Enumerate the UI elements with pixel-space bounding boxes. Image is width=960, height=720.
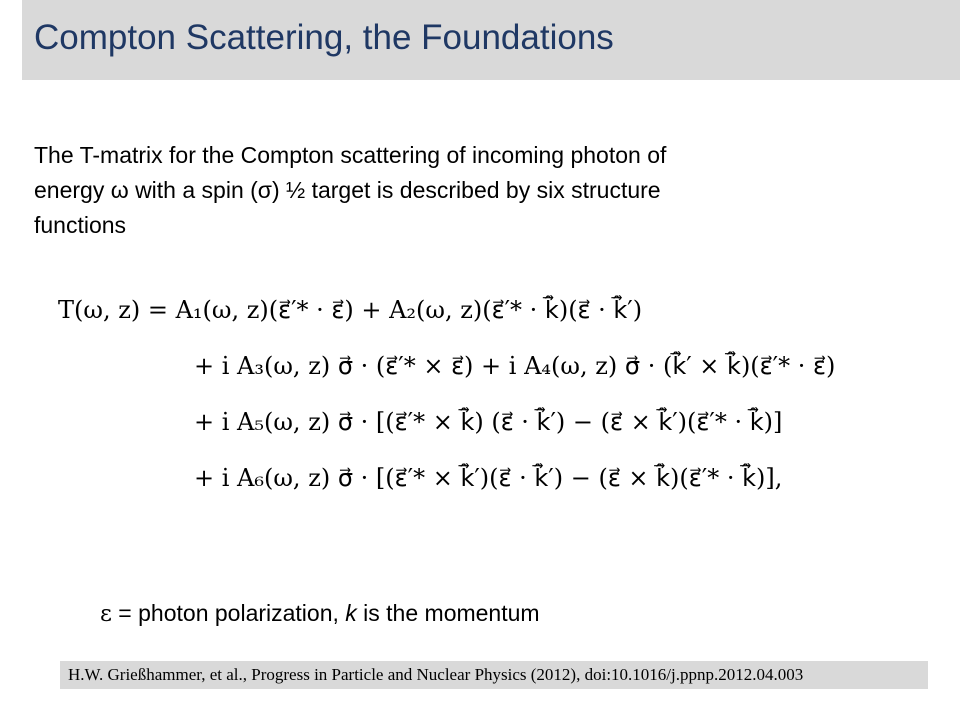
title-accent (0, 0, 22, 80)
caption-end-text: is the momentum (356, 600, 540, 626)
k-symbol: k (345, 600, 357, 626)
intro-line-3: functions (34, 212, 127, 238)
t-matrix-equation (58, 290, 888, 510)
reference-bar (60, 661, 928, 689)
reference-citation: H.W. Grießhammer, et al., Progress in Particle and Nuclear Physics (2012), doi:10.1016/j.ppnp.2012.04.003 (68, 665, 804, 684)
epsilon-symbol: ε (100, 601, 112, 627)
equation-line-4: + i A₆(ω, z) σ⃗ · [(ε⃗′* × k̂⃗′)(ε⃗ · k̂⃗′) − (ε⃗ × k̂⃗)(ε⃗′* · k̂⃗)], (194, 464, 783, 492)
caption-mid-text: = photon polarization, (111, 600, 346, 626)
intro-line-1: The T-matrix for the Compton scattering of incoming photon of (34, 142, 667, 168)
intro-paragraph (34, 138, 914, 243)
equation-line-2: + i A₃(ω, z) σ⃗ · (ε⃗′* × ε⃗) + i A₄(ω, z) σ⃗ · (k̂⃗′ × k̂⃗)(ε⃗′* · ε⃗) (194, 352, 836, 380)
equation-line-3: + i A₅(ω, z) σ⃗ · [(ε⃗′* × k̂⃗) (ε⃗ · k̂⃗′) − (ε⃗ × k̂⃗′)(ε⃗′* · k̂⃗)] (194, 408, 783, 436)
equation-line-1: T(ω, z) = A₁(ω, z)(ε⃗′* · ε⃗) + A₂(ω, z)(ε⃗′* · k̂⃗)(ε⃗ · k̂⃗′) (58, 296, 643, 324)
slide-title: Compton Scattering, the Foundations (34, 18, 614, 57)
intro-line-2: energy ω with a spin (σ) ½ target is described by six structure (34, 177, 661, 203)
title-bar (0, 0, 960, 80)
symbol-caption (100, 600, 540, 627)
